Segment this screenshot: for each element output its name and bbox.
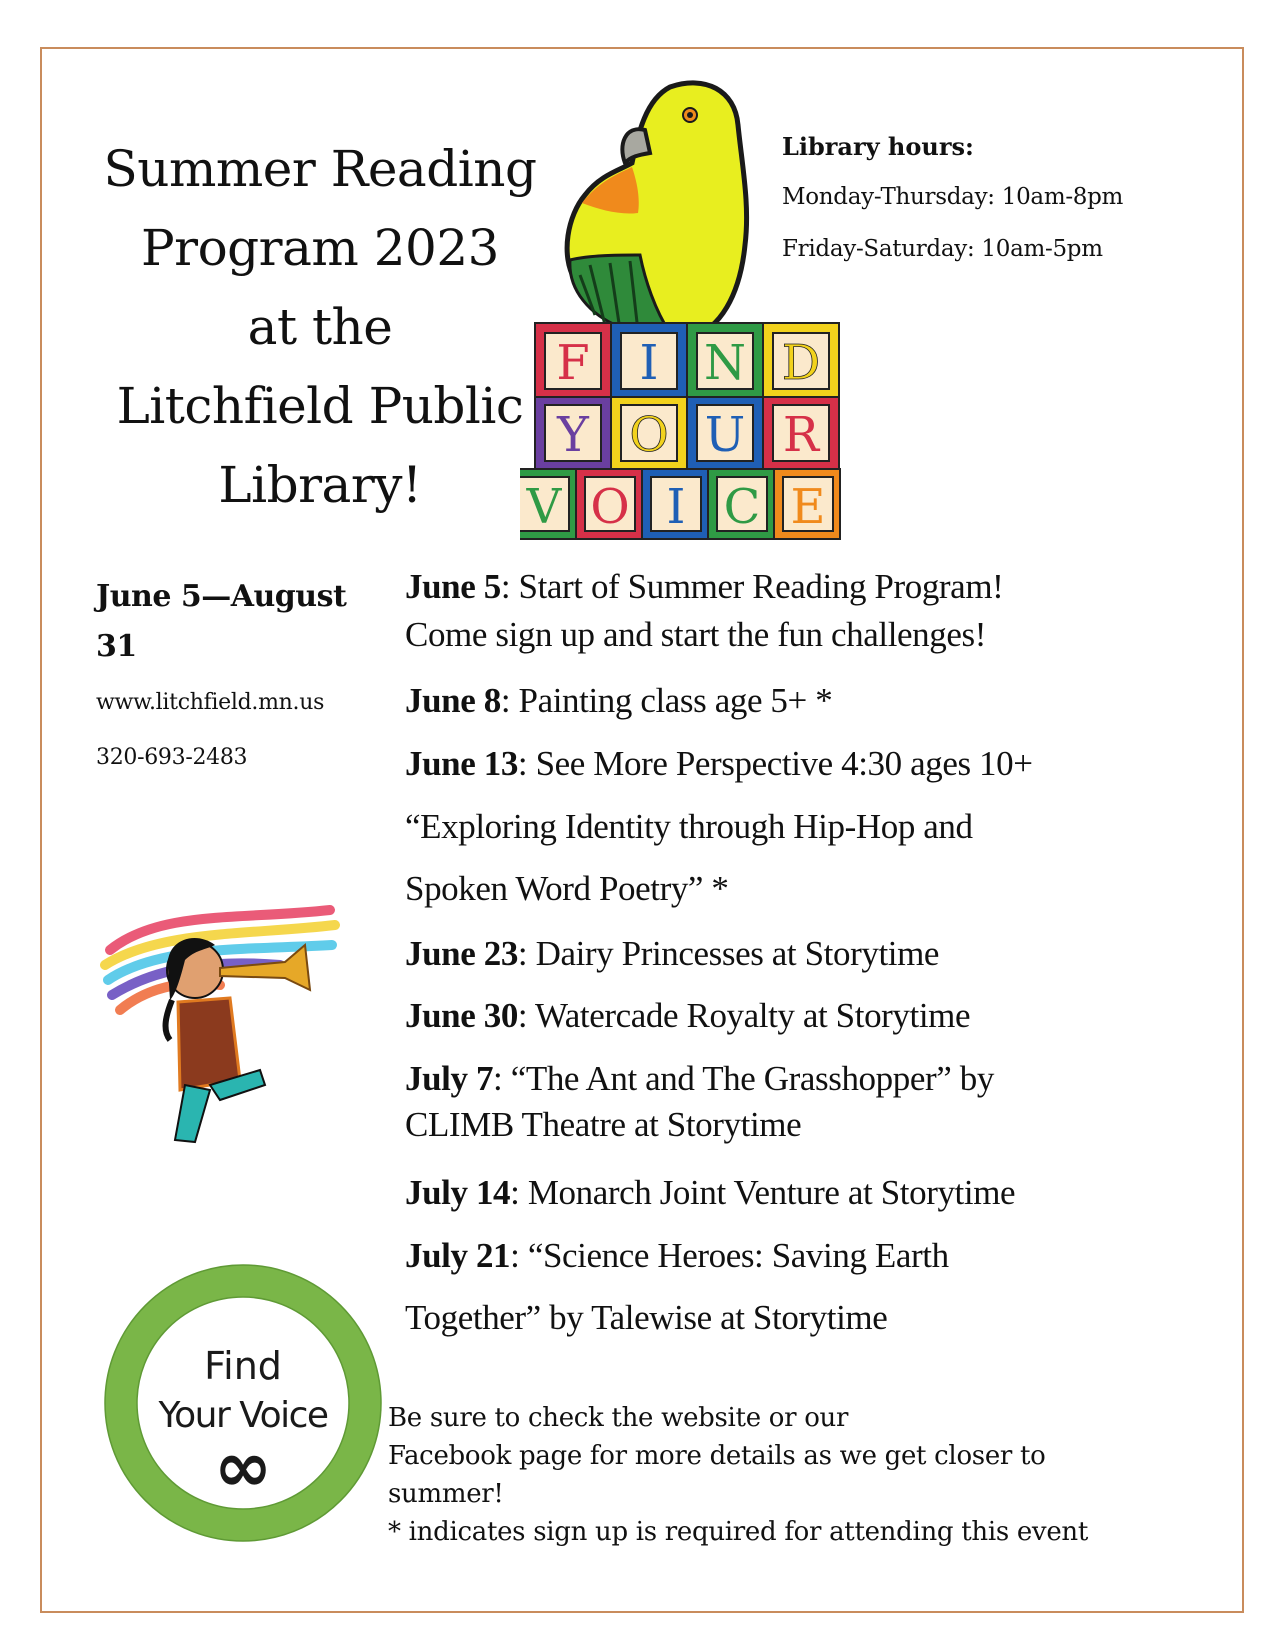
- title-line: Summer Reading: [103, 140, 537, 198]
- event-item: [405, 1236, 949, 1276]
- child: [166, 938, 310, 1142]
- event-item: [405, 996, 970, 1036]
- block-c: [708, 469, 774, 539]
- block-letter: F: [556, 335, 590, 391]
- block-letter: V: [526, 479, 562, 535]
- hours-line: Monday-Thursday: 10am-8pm: [782, 184, 1124, 210]
- block-f: [535, 323, 611, 399]
- event-date: June 5: [405, 567, 501, 606]
- hours-heading: Library hours:: [782, 132, 974, 161]
- block-i: [611, 323, 687, 399]
- event-item: [405, 934, 939, 974]
- footer-line: Be sure to check the website or our: [388, 1403, 849, 1433]
- phone-number: 320-693-2483: [96, 745, 248, 770]
- event-text: : “The Ant and The Grasshopper” by: [493, 1059, 994, 1098]
- page-title: [60, 130, 580, 525]
- program-date-range: [96, 572, 386, 672]
- parrot-illustration: [567, 83, 747, 353]
- block-d: [763, 323, 839, 399]
- event-text: : Watercade Royalty at Storytime: [517, 996, 971, 1035]
- event-item: [405, 744, 1033, 784]
- block-y: [535, 397, 611, 469]
- event-text: Spoken Word Poetry” *: [405, 869, 729, 908]
- event-text-continued: Come sign up and start the fun challenges!: [405, 615, 986, 654]
- event-date: June 8: [405, 681, 501, 720]
- footer-line: Facebook page for more details as we get closer to: [388, 1441, 1046, 1471]
- date-range-line: 31: [96, 629, 137, 664]
- event-text: : Dairy Princesses at Storytime: [517, 934, 940, 973]
- badge-line2: Your Voice: [158, 1395, 328, 1436]
- block-i2: [642, 469, 708, 539]
- title-line: at the: [247, 298, 393, 356]
- event-date: June 30: [405, 996, 518, 1035]
- event-item: [405, 1173, 1015, 1213]
- date-range-line: June 5—August: [96, 579, 347, 614]
- event-item: [405, 567, 1003, 655]
- title-line: Litchfield Public: [116, 377, 524, 435]
- event-date: June 13: [405, 744, 518, 783]
- title-line: Program 2023: [141, 219, 499, 277]
- block-v: [520, 469, 576, 539]
- block-letter: C: [723, 479, 761, 535]
- event-text: : Start of Summer Reading Program!: [500, 567, 1004, 606]
- block-letter: R: [782, 407, 820, 463]
- trumpet-child-illustration: [100, 890, 340, 1170]
- find-your-voice-badge: [103, 1263, 383, 1543]
- block-n: [687, 323, 763, 399]
- event-date: July 21: [405, 1236, 511, 1275]
- website-link[interactable]: www.litchfield.mn.us: [96, 690, 325, 715]
- badge-line1: Find: [204, 1344, 282, 1388]
- infinity-icon: ∞: [213, 1426, 273, 1508]
- event-text: : Monarch Joint Venture at Storytime: [510, 1173, 1016, 1212]
- event-item: [405, 869, 729, 909]
- event-item: [405, 681, 832, 721]
- block-o: [611, 397, 687, 469]
- block-letter: I: [639, 335, 659, 391]
- signup-note: * indicates sign up is required for attending this event: [388, 1517, 1089, 1547]
- badge-ring-icon: [103, 1263, 383, 1543]
- footer-line: summer!: [388, 1479, 504, 1509]
- block-letter: Y: [557, 407, 589, 463]
- footer-note: [388, 1399, 1208, 1551]
- block-letter: D: [781, 335, 821, 391]
- event-text: Together” by Talewise at Storytime: [405, 1298, 888, 1337]
- event-text: : Painting class age 5+ *: [500, 681, 833, 720]
- event-date: June 23: [405, 934, 518, 973]
- event-item: [405, 1298, 887, 1338]
- block-e: [774, 469, 840, 539]
- event-text: : See More Perspective 4:30 ages 10+: [517, 744, 1033, 783]
- event-date: July 7: [405, 1059, 494, 1098]
- block-letter: I: [666, 479, 686, 535]
- event-text-continued: CLIMB Theatre at Storytime: [405, 1105, 802, 1144]
- block-letter: U: [704, 407, 746, 463]
- block-u: [687, 397, 763, 469]
- event-text: : “Science Heroes: Saving Earth: [510, 1236, 949, 1275]
- title-line: Library!: [218, 456, 422, 514]
- letter-blocks: [520, 323, 840, 539]
- event-text: “Exploring Identity through Hip-Hop and: [405, 807, 973, 846]
- block-o2: [576, 469, 642, 539]
- block-letter: E: [790, 479, 826, 535]
- event-item: [405, 1059, 994, 1145]
- block-r: [763, 397, 839, 469]
- library-hours: [782, 132, 1123, 286]
- block-letter: O: [629, 407, 669, 463]
- block-letter: O: [590, 479, 630, 535]
- event-item: [405, 807, 973, 847]
- event-date: July 14: [405, 1173, 511, 1212]
- block-letter: N: [704, 335, 746, 391]
- hours-line: Friday-Saturday: 10am-5pm: [782, 236, 1103, 262]
